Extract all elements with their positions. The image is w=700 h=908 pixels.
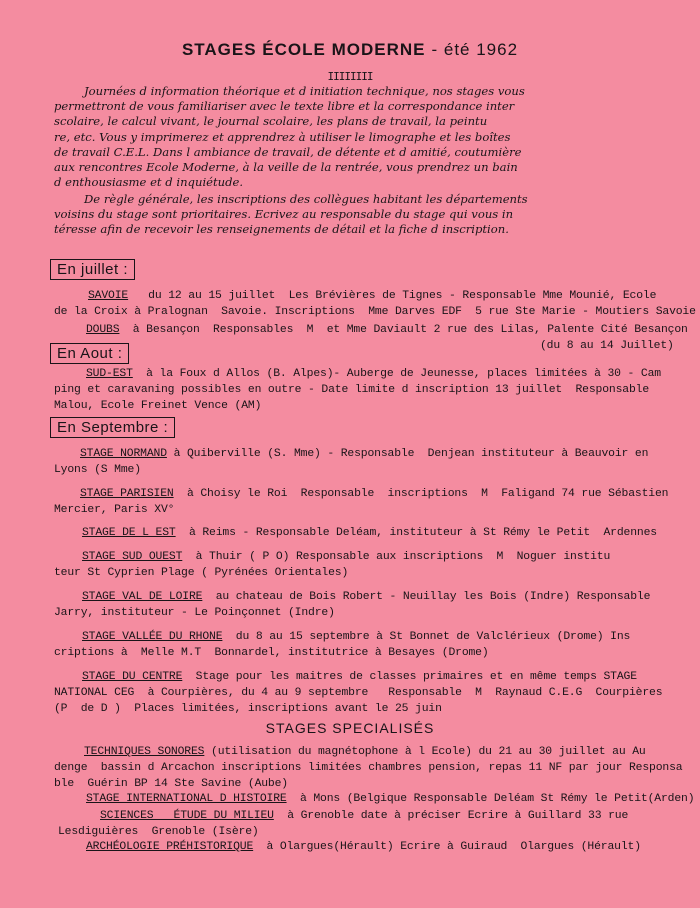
entry-doubs-line2: (du 8 au 14 Juillet) <box>540 340 674 352</box>
title-ornament: IIIIIIII <box>327 70 373 83</box>
specialises-heading: STAGES SPECIALISÉS <box>265 720 435 736</box>
intro-line: de travail C.E.L. Dans l ambiance de travail, de détente et d amitié, coutumière <box>54 144 522 159</box>
entry-savoie-line1 <box>88 288 656 304</box>
entry-text: à Reims - Responsable Deléam, instituteur à St Rémy le Petit Ardennes <box>175 527 657 539</box>
intro-paragraph-1 <box>54 84 674 190</box>
section-juillet: En juillet : <box>50 259 135 280</box>
intro-line: d enthousiasme et d inquiétude. <box>54 175 244 190</box>
entry-text: à Quiberville (S. Mme) - Responsable Denjean instituteur à Beauvoir en <box>166 448 649 460</box>
entry-text: à Olargues(Hérault) Ecrire à Guiraud Olargues (Hérault) <box>253 841 641 853</box>
entry-text: à Choisy le Roi Responsable inscriptions M Faligand 74 rue Sébastien <box>173 488 669 500</box>
entry-savoie-line2: de la Croix à Pralognan Savoie. Inscriptions Mme Darves EDF 5 rue Ste Marie - Moutiers Savoie <box>54 306 696 318</box>
entry-text: à Mons (Belgique Responsable Deléam St Rémy le Petit(Arden) <box>286 793 695 805</box>
entry-normand-line1 <box>80 446 648 462</box>
entry-sudest-line1 <box>86 366 661 382</box>
entry-normand-name: STAGE NORMAND <box>80 448 167 460</box>
intro-line: re, etc. Vous y imprimerez et apprendrez à utiliser le limographe et les boîtes <box>54 129 511 144</box>
entry-sonores-name: TECHNIQUES SONORES <box>84 746 205 758</box>
entry-text: Stage pour les maitres de classes primaires et en même temps STAGE <box>182 671 637 683</box>
entry-rhone-name: STAGE VALLÉE DU RHONE <box>82 631 223 643</box>
entry-loire-line1 <box>82 589 650 605</box>
entry-text: à Grenoble date à préciser Ecrire à Guillard 33 rue <box>273 810 629 822</box>
entry-doubs-line1 <box>86 322 688 338</box>
entry-sonores-line3: ble Guérin BP 14 Ste Savine (Aube) <box>54 778 288 790</box>
intro-line: voisins du stage sont prioritaires. Ecrivez au responsable du stage qui vous in <box>54 207 514 222</box>
entry-est-name: STAGE DE L EST <box>82 527 176 539</box>
entry-archeo-line1 <box>86 839 641 855</box>
entry-centre-line1 <box>82 669 637 685</box>
entry-text: du 8 au 15 septembre à St Bonnet de Valclérieux (Drome) Ins <box>222 631 631 643</box>
entry-loire-line2: Jarry, instituteur - Le Poinçonnet (Indre) <box>54 607 335 619</box>
entry-parisien-name: STAGE PARISIEN <box>80 488 174 500</box>
intro-line: De règle générale, les inscriptions des collègues habitant les départements <box>84 192 528 206</box>
document-title <box>0 40 700 60</box>
entry-parisien-line2: Mercier, Paris XV° <box>54 504 175 516</box>
intro-line: permettront de vous familiariser avec le texte libre et la correspondance inter <box>54 99 515 114</box>
entry-milieu-line1 <box>100 808 628 824</box>
entry-savoie-name: SAVOIE <box>88 290 129 302</box>
intro-paragraph-2 <box>54 192 674 238</box>
entry-sudest-name: SUD-EST <box>86 368 133 380</box>
intro-line: téresse afin de recevoir les renseignements de détail et la fiche d inscription. <box>54 222 509 237</box>
title-year: - été 1962 <box>431 40 519 59</box>
intro-line: aux rencontres Ecole Moderne, à la veille de la rentrée, vous prendrez un bain <box>54 160 518 175</box>
entry-doubs-name: DOUBS <box>86 324 120 336</box>
entry-text: du 12 au 15 juillet Les Brévières de Tignes - Responsable Mme Mounié, Ecole <box>128 290 657 302</box>
entry-rhone-line1 <box>82 629 630 645</box>
section-aout: En Aout : <box>50 343 129 364</box>
entry-centre-name: STAGE DU CENTRE <box>82 671 183 683</box>
entry-sudouest-line2: teur St Cyprien Plage ( Pyrénées Orientales) <box>54 567 349 579</box>
entry-milieu-line2: Lesdiguières Grenoble (Isère) <box>58 826 259 838</box>
entry-histoire-name: STAGE INTERNATIONAL D HISTOIRE <box>86 793 287 805</box>
entry-est-line1 <box>82 525 657 541</box>
entry-archeo-name: ARCHÉOLOGIE PRÉHISTORIQUE <box>86 841 254 853</box>
entry-loire-name: STAGE VAL DE LOIRE <box>82 591 203 603</box>
entry-sudest-line3: Malou, Ecole Freinet Vence (AM) <box>54 400 262 412</box>
entry-centre-line2: NATIONAL CEG à Courpières, du 4 au 9 septembre Responsable M Raynaud C.E.G Courpières <box>54 687 663 699</box>
entry-sudouest-name: STAGE SUD OUEST <box>82 551 183 563</box>
intro-line: scolaire, le calcul vivant, le journal scolaire, les plans de travail, la peintu <box>54 114 488 129</box>
entry-milieu-name: SCIENCES ÉTUDE DU MILIEU <box>100 810 274 822</box>
section-septembre: En Septembre : <box>50 417 175 438</box>
entry-rhone-line2: criptions à Melle M.T Bonnardel, institutrice à Besayes (Drome) <box>54 647 489 659</box>
entry-text: (utilisation du magnétophone à l Ecole) du 21 au 30 juillet au Au <box>204 746 646 758</box>
entry-text: à Thuir ( P O) Responsable aux inscriptions M Noguer institu <box>182 551 611 563</box>
entry-centre-line3: (P de D ) Places limitées, inscriptions avant le 25 juin <box>54 703 442 715</box>
title-text: STAGES ÉCOLE MODERNE <box>181 40 426 59</box>
entry-histoire-line1 <box>86 791 694 807</box>
entry-text: au chateau de Bois Robert - Neuillay les Bois (Indre) Responsable <box>202 591 651 603</box>
entry-sonores-line1 <box>84 744 646 760</box>
entry-sudest-line2: ping et caravaning possibles en outre - Date limite d inscription 13 juillet Responsable <box>54 384 650 396</box>
entry-sudouest-line1 <box>82 549 610 565</box>
entry-normand-line2: Lyons (S Mme) <box>54 464 141 476</box>
entry-sonores-line2: denge bassin d Arcachon inscriptions limitées chambres pension, repas 11 NF par jour Responsa <box>54 762 683 774</box>
entry-parisien-line1 <box>80 486 668 502</box>
intro-line: Journées d information théorique et d initiation technique, nos stages vous <box>84 84 525 98</box>
entry-text: à la Foux d Allos (B. Alpes)- Auberge de Jeunesse, places limitées à 30 - Cam <box>132 368 661 380</box>
entry-text: à Besançon Responsables M et Mme Daviault 2 rue des Lilas, Palente Cité Besançon <box>119 324 688 336</box>
